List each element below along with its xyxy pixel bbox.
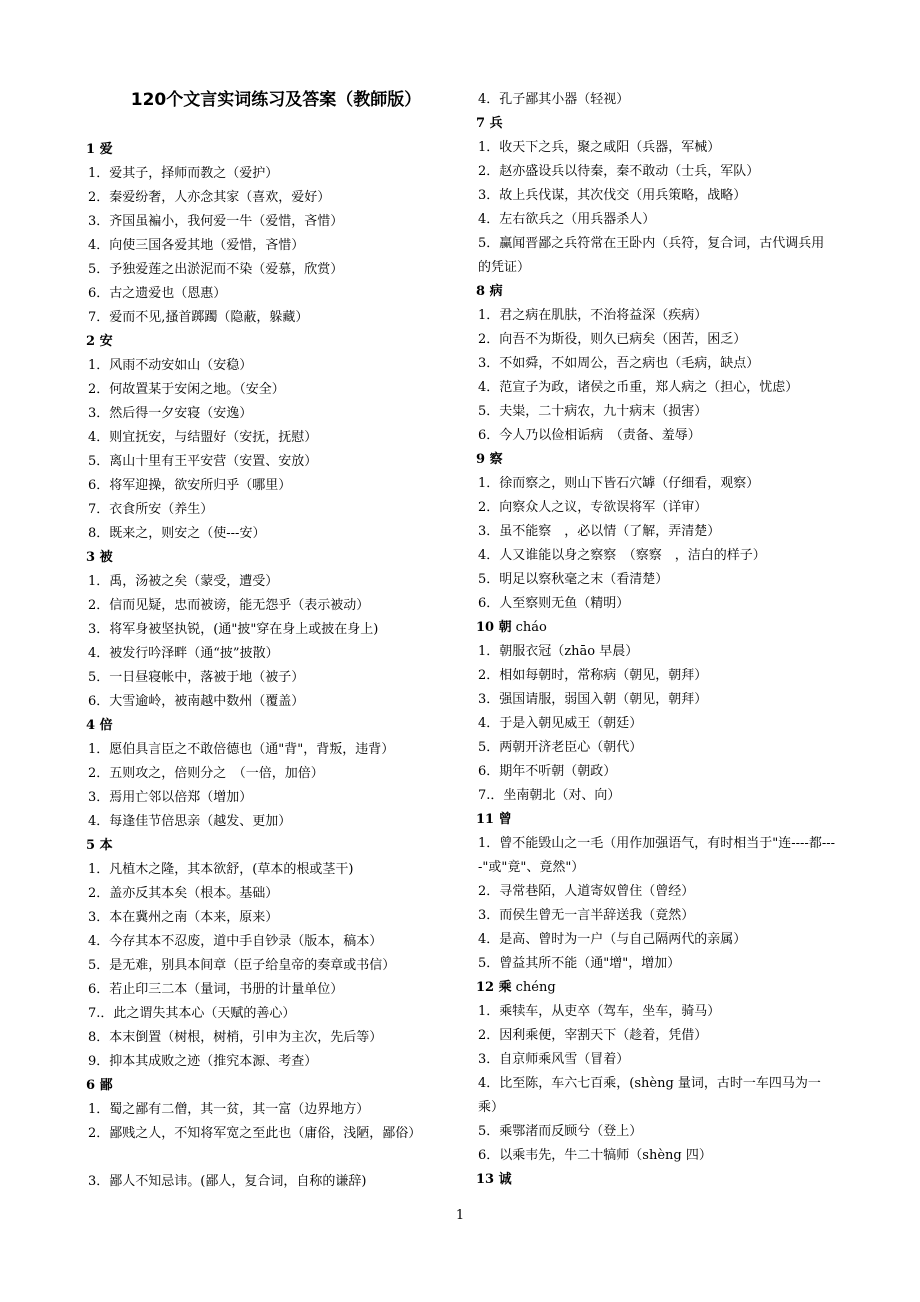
example-line: 1．愿伯具言臣之不敢倍德也（通"背"，背叛，违背） — [88, 742, 395, 757]
pinyin-label: chéng — [515, 980, 556, 995]
example-line: 1．风雨不动安如山（安稳） — [88, 358, 253, 373]
title-spacer — [86, 122, 446, 138]
example-line: 4．孔子鄙其小器（轻视） — [478, 92, 630, 107]
example-line: 4．今存其本不忍废，道中手自钞录（版本，稿本） — [88, 934, 383, 949]
example-line: 4．则宜抚安，与结盟好（安抚，抚慰） — [88, 430, 318, 445]
example-line: 4．被发行吟泽畔（通“披”披散） — [88, 646, 279, 661]
word-heading — [476, 112, 836, 136]
example-line: 3．齐国虽褊小，我何爱一牛（爱惜，吝惜） — [88, 214, 344, 229]
example-line: 2．五则攻之，倍则分之 （一倍，加倍） — [88, 766, 324, 781]
example-line: 2．信而见疑，忠而被谤，能无怨乎（表示被动） — [88, 598, 370, 613]
word-heading — [86, 546, 446, 570]
example-line: 3．鄙人不知忌讳。(鄙人，复合词，自称的谦辞) — [88, 1174, 367, 1189]
example-line: 3．将军身被坚执锐，(通"披"穿在身上或披在身上) — [88, 622, 379, 637]
example-line: 5．曾益其所不能（通"增"，增加） — [478, 956, 681, 971]
example-line: 9．抑本其成败之迹（推究本源、考查） — [88, 1054, 318, 1069]
example-line: 7．衣食所安（养生） — [88, 502, 214, 517]
word-heading-text: 13 诚 — [476, 1172, 512, 1187]
example-line: 3．虽不能察 ，必以情（了解，弄清楚） — [478, 524, 721, 539]
word-heading — [476, 976, 836, 1000]
example-line: 3．不如舜，不如周公，吾之病也（毛病，缺点） — [478, 356, 760, 371]
example-line: 1．君之病在肌肤，不治将益深（疾病） — [478, 308, 708, 323]
example-line: 4．是高、曾时为一户（与自己隔两代的亲属） — [478, 932, 747, 947]
word-heading — [86, 714, 446, 738]
example-line: 5．赢闻晋鄙之兵符常在王卧内（兵符，复合词，古代调兵用的凭证） — [478, 236, 825, 275]
example-line: 5．一日昼寝帐中，落被于地（被子） — [88, 670, 305, 685]
example-line: 1．蜀之鄙有二僧，其一贫，其一富（边界地方） — [88, 1102, 370, 1117]
example-line: 1．禹，汤被之矣（蒙受，遭受） — [88, 574, 279, 589]
example-line: 2．盖亦反其本矣（根本。基础） — [88, 886, 279, 901]
example-line: 4．向使三国各爱其地（爱惜，吝惜） — [88, 238, 305, 253]
example-line: 1．曾不能毁山之一毛（用作加强语气，有时相当于"连----都----"或"竟"、竟然"） — [478, 836, 835, 875]
example-line: 2．鄙贱之人，不知将军宽之至此也（庸俗，浅陋，鄙俗） — [88, 1126, 422, 1141]
word-heading-text: 7 兵 — [476, 116, 503, 131]
example-line: 5．乘鄂渚而反顾兮（登上） — [478, 1124, 643, 1139]
word-heading — [86, 1074, 446, 1098]
example-line: 4．左右欲兵之（用兵器杀人） — [478, 212, 656, 227]
example-line: 6．以乘韦先，牛二十犒师（shèng 四） — [478, 1148, 712, 1163]
word-heading-text: 6 鄙 — [86, 1078, 113, 1093]
right-entry-list — [476, 88, 836, 1192]
example-line: 7.．坐南朝北（对、向） — [478, 788, 621, 803]
word-heading — [476, 808, 836, 832]
word-heading-text: 5 本 — [86, 838, 113, 853]
blank-line — [86, 1146, 446, 1170]
page-title: 120个文言实词练习及答案（教師版） — [130, 90, 422, 110]
example-line: 2．寻常巷陌，人道寄奴曾住（曾经） — [478, 884, 695, 899]
example-line: 8．本末倒置（树根，树梢，引申为主次，先后等） — [88, 1030, 383, 1045]
example-line: 5．是无难，别具本间章（臣子给皇帝的奏章或书信） — [88, 958, 396, 973]
word-heading — [86, 834, 446, 858]
example-line: 6．若止印三二本（量词，书册的计量单位） — [88, 982, 344, 997]
right-column — [476, 88, 836, 1192]
example-line: 5．予独爱莲之出淤泥而不染（爱慕，欣赏） — [88, 262, 344, 277]
example-line: 3．而侯生曾无一言半辞送我（竟然） — [478, 908, 695, 923]
word-heading-text: 9 察 — [476, 452, 503, 467]
example-line: 7．爱而不见,搔首踯躅（隐蔽，躲藏） — [88, 310, 309, 325]
example-line: 7.．此之谓失其本心（天赋的善心） — [88, 1006, 296, 1021]
word-heading — [476, 448, 836, 472]
example-line: 3．自京师乘风雪（冒着） — [478, 1052, 630, 1067]
word-heading-text: 4 倍 — [86, 718, 113, 733]
word-heading-text: 8 病 — [476, 284, 503, 299]
example-line: 5．明足以察秋毫之末（看清楚） — [478, 572, 669, 587]
example-line: 2．何故置某于安闲之地。（安全） — [88, 382, 285, 397]
example-line: 2．因利乘便，宰割天下（趁着，凭借） — [478, 1028, 708, 1043]
example-line: 5．离山十里有王平安营（安置、安放） — [88, 454, 318, 469]
example-line: 3．故上兵伐谋，其次伐交（用兵策略，战略） — [478, 188, 747, 203]
left-entry-list — [86, 138, 446, 1194]
example-line: 1．凡植木之隆，其本欲舒，(草本的根或茎干) — [88, 862, 354, 877]
example-line: 1．徐而察之，则山下皆石穴罅（仔细看，观察） — [478, 476, 760, 491]
page-number: 1 — [455, 1208, 465, 1223]
example-line: 5．夫粜，二十病农，九十病末（损害） — [478, 404, 708, 419]
word-heading — [476, 1168, 836, 1192]
example-line: 2．相如每朝时，常称病（朝见，朝拜） — [478, 668, 708, 683]
example-line: 1．朝服衣冠（zhāo 早晨） — [478, 644, 639, 659]
word-heading — [476, 280, 836, 304]
example-line: 4．每逢佳节倍思亲（越发、更加） — [88, 814, 292, 829]
example-line: 2．向察众人之议，专欲误将军（详审） — [478, 500, 708, 515]
example-line: 6．今人乃以俭相诟病 （责备、羞辱） — [478, 428, 701, 443]
example-line: 6．古之遗爱也（恩惠） — [88, 286, 227, 301]
example-line: 2．赵亦盛设兵以待秦，秦不敢动（士兵，军队） — [478, 164, 760, 179]
example-line: 6．期年不听朝（朝政） — [478, 764, 617, 779]
example-line: 2．向吾不为斯役，则久已病矣（困苦，困乏） — [478, 332, 747, 347]
example-line: 4．于是入朝见威王（朝廷） — [478, 716, 643, 731]
word-heading-text: 3 被 — [86, 550, 113, 565]
example-line: 1．爱其子，择师而教之（爱护） — [88, 166, 279, 181]
example-line: 1．收天下之兵，聚之咸阳（兵器，军械） — [478, 140, 721, 155]
left-column — [86, 88, 446, 1194]
example-line: 6．大雪逾岭，被南越中数州（覆盖） — [88, 694, 305, 709]
example-line: 6．将军迎操，欲安所归乎（哪里） — [88, 478, 292, 493]
example-line: 3．强国请服，弱国入朝（朝见，朝拜） — [478, 692, 708, 707]
word-heading — [476, 616, 836, 640]
word-heading-text: 11 曾 — [476, 812, 512, 827]
word-heading — [86, 138, 446, 162]
example-line: 5．两朝开济老臣心（朝代） — [478, 740, 643, 755]
word-heading — [86, 330, 446, 354]
pinyin-label: cháo — [515, 620, 547, 635]
example-line: 2．秦爱纷奢，人亦念其家（喜欢，爱好） — [88, 190, 331, 205]
word-heading-text: 10 朝 — [476, 620, 512, 635]
example-line: 4．人又谁能以身之察察 （察察 ，洁白的样子） — [478, 548, 766, 563]
word-heading-text: 1 爱 — [86, 142, 113, 157]
example-line: 6．人至察则无鱼（精明） — [478, 596, 630, 611]
example-line: 3．焉用亡邻以倍郑（增加） — [88, 790, 253, 805]
word-heading-text: 12 乘 — [476, 980, 512, 995]
word-heading-text: 2 安 — [86, 334, 113, 349]
example-line: 3．本在冀州之南（本来，原来） — [88, 910, 279, 925]
example-line: 4．范宣子为政，诸侯之币重，郑人病之（担心，忧虑） — [478, 380, 799, 395]
example-line: 8．既来之，则安之（使---安） — [88, 526, 266, 541]
example-line: 4．比至陈，车六七百乘，(shèng 量词，古时一车四马为一乘） — [478, 1076, 821, 1115]
example-line: 1．乘犊车，从吏卒（驾车，坐车，骑马） — [478, 1004, 721, 1019]
example-line: 3．然后得一夕安寝（安逸） — [88, 406, 253, 421]
